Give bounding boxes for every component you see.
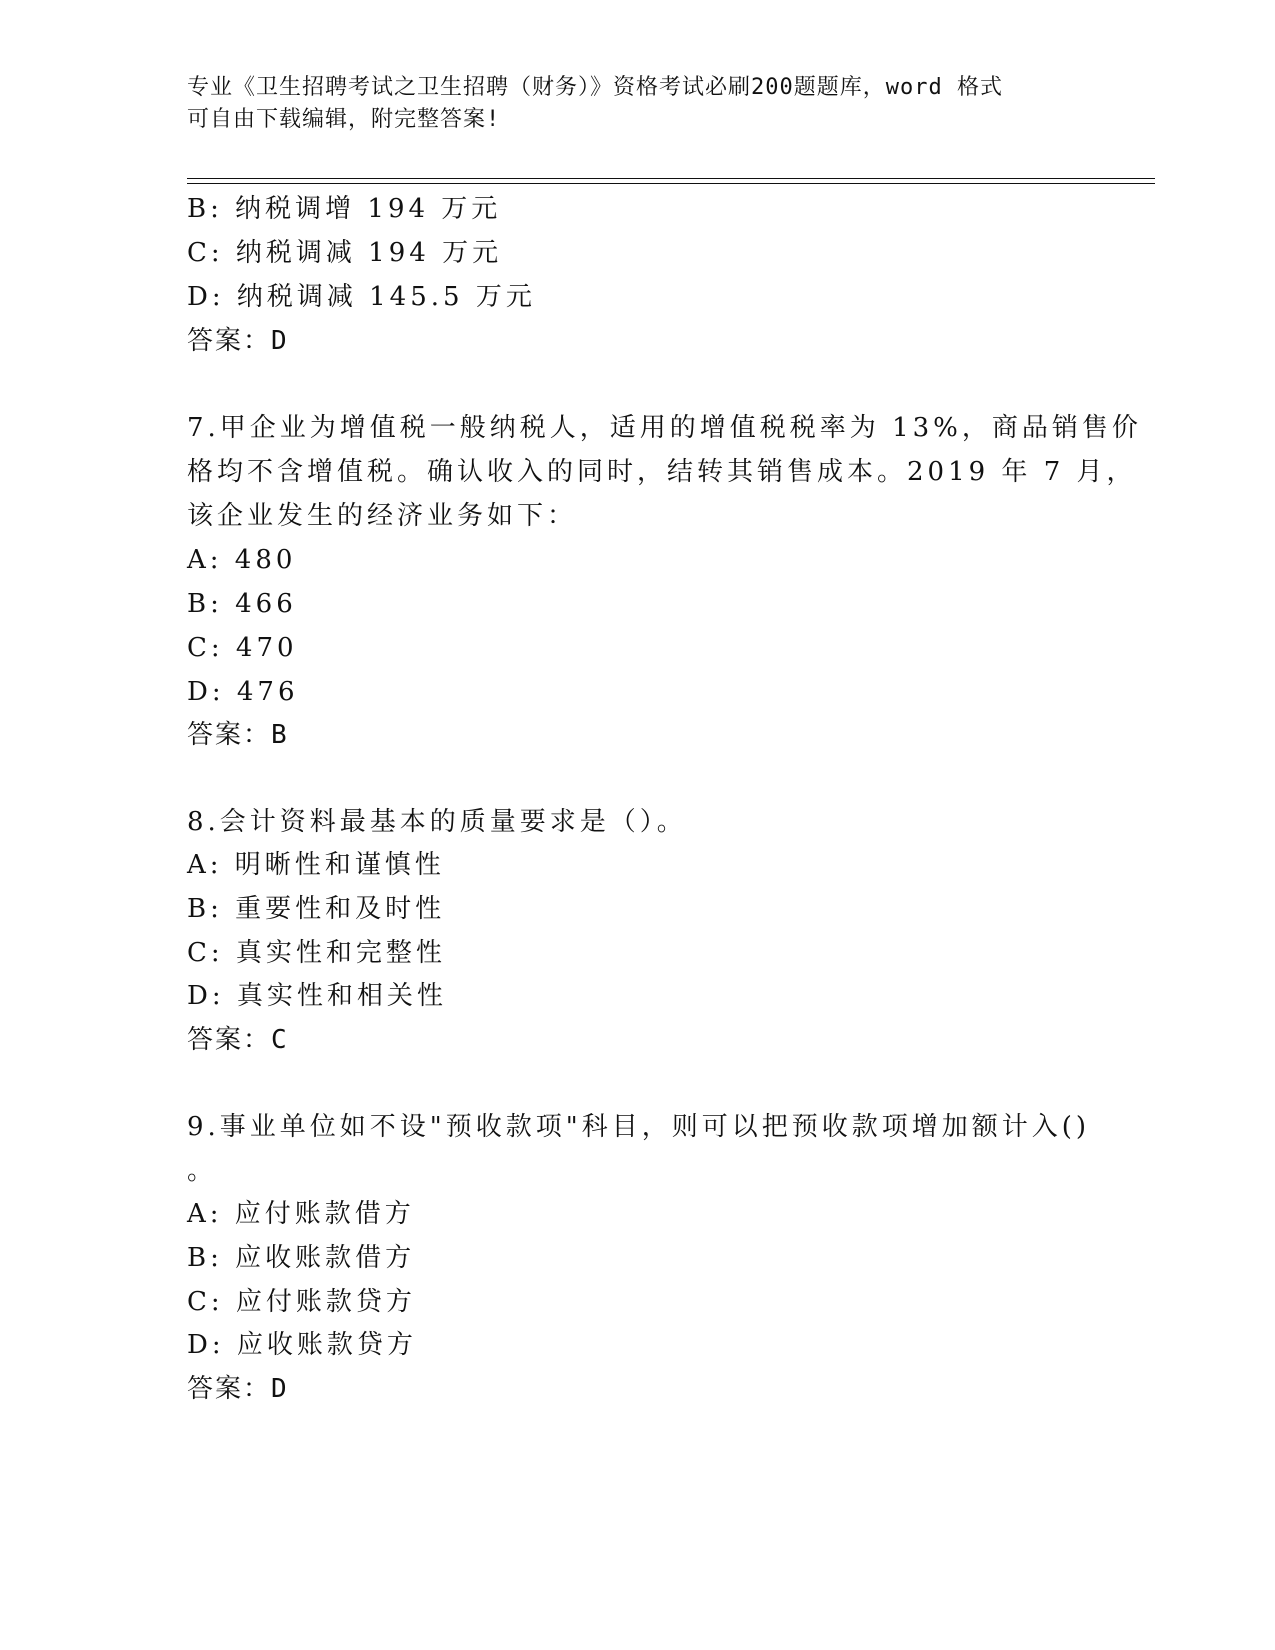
document-header	[187, 72, 1067, 136]
q7-answer: 答案：B	[187, 720, 289, 750]
q7-stem-line-2: 格均不含增值税。确认收入的同时，结转其销售成本。2019 年 7 月，	[187, 457, 1137, 487]
q7-option-c: C: 470	[187, 633, 298, 663]
prev-answer: 答案：D	[187, 326, 289, 356]
q9-option-b: B: 应收账款借方	[187, 1243, 416, 1273]
q9-stem-line-2: 。	[187, 1156, 218, 1186]
q7-option-a: A: 480	[187, 545, 297, 575]
q9-stem-line-1: 9.事业单位如不设"预收款项"科目，则可以把预收款项增加额计入()	[187, 1112, 1091, 1142]
q9-option-d: D: 应收账款贷方	[187, 1330, 417, 1360]
q7-stem-line-1: 7.甲企业为增值税一般纳税人，适用的增值税税率为 13%，商品销售价	[187, 413, 1142, 443]
header-title-line-1: 专业《卫生招聘考试之卫生招聘（财务）》资格考试必刷200题题库，word 格式	[187, 75, 1003, 100]
header-rule-top	[187, 178, 1155, 179]
q9-answer: 答案：D	[187, 1374, 289, 1404]
q8-option-d: D: 真实性和相关性	[187, 981, 447, 1011]
q8-option-c: C: 真实性和完整性	[187, 938, 446, 968]
q7-stem-line-3: 该企业发生的经济业务如下：	[187, 501, 578, 531]
q7-option-b: B: 466	[187, 589, 297, 619]
prev-option-c: C: 纳税调减 194 万元	[187, 238, 503, 268]
q9-option-a: A: 应付账款借方	[187, 1199, 415, 1229]
q8-option-b: B: 重要性和及时性	[187, 894, 446, 924]
header-title-line-2: 可自由下载编辑，附完整答案!	[187, 107, 501, 132]
q9-option-c: C: 应付账款贷方	[187, 1287, 416, 1317]
q8-stem-line-1: 8.会计资料最基本的质量要求是（）。	[187, 807, 687, 837]
q8-option-a: A: 明晰性和谨慎性	[187, 850, 445, 880]
prev-option-b: B: 纳税调增 194 万元	[187, 194, 502, 224]
q7-option-d: D: 476	[187, 677, 299, 707]
header-rule-bottom	[187, 183, 1155, 184]
q8-answer: 答案：C	[187, 1025, 289, 1055]
prev-option-d: D: 纳税调减 145.5 万元	[187, 282, 536, 312]
